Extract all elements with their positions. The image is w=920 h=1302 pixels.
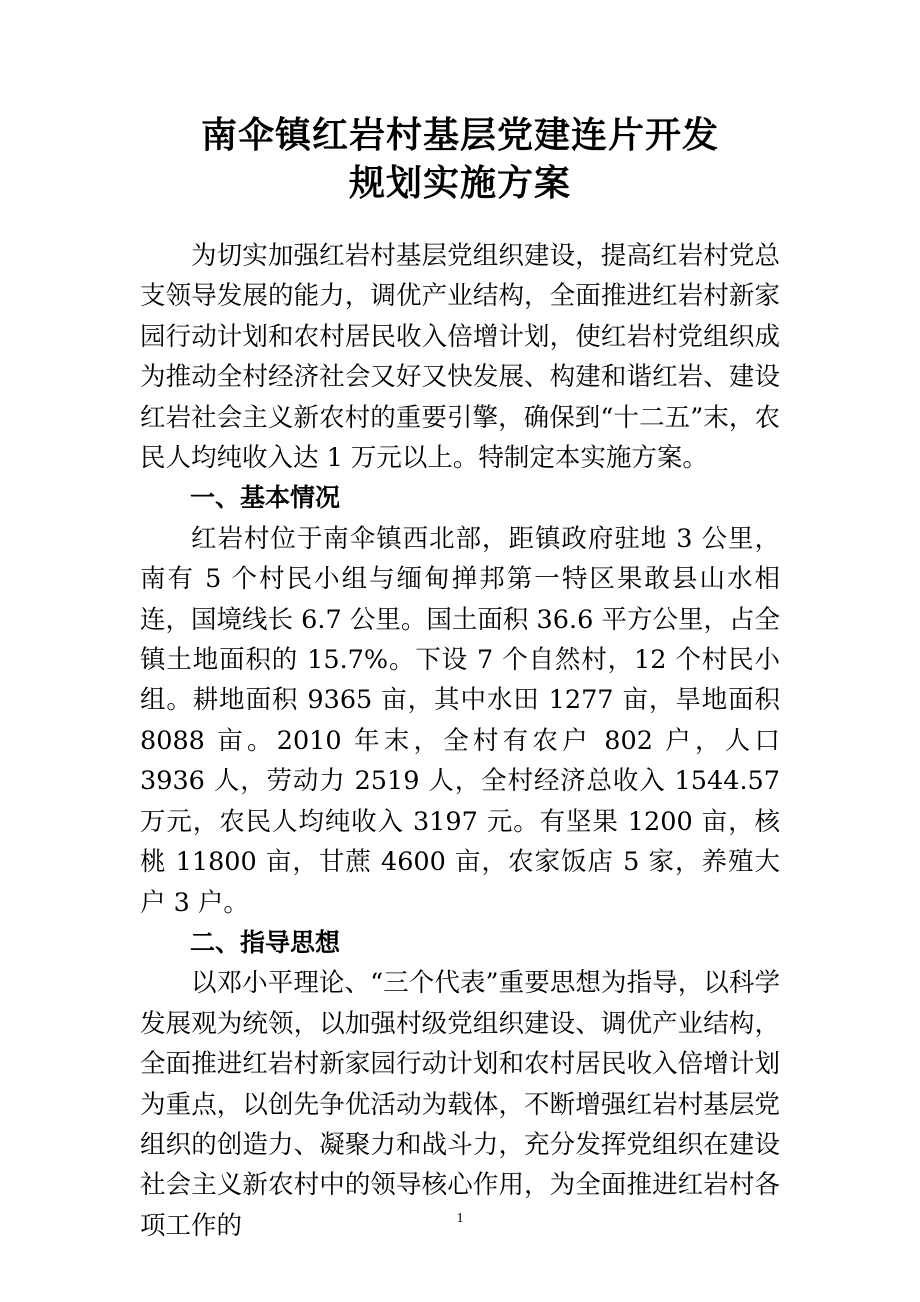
- title-line-2: 规划实施方案: [348, 163, 571, 204]
- section-heading-guiding-thought: 二、指导思想: [190, 927, 341, 957]
- document-title: [0, 112, 920, 208]
- title-line-1: 南伞镇红岩村基层党建连片开发: [200, 115, 719, 156]
- basic-situation-paragraph: 红岩村位于南伞镇西北部，距镇政府驻地 3 公里，南有 5 个村民小组与缅甸掸邦第一特区果敢县山水相连，国境线长 6.7 公里。国土面积 36.6 平方公里，占全镇土地面积的 15.7%。下设 7 个自然村，12 个村民小组。耕地面积 9365 亩，其中水田 1277 亩，旱地面积 8088 亩。2010 年末，全村有农户 802 户，人口 3936 人，劳动力 2519 人，全村经济总收入 1544.57 万元，农民人均纯收入 3197 元。有坚果 1200 亩，核桃 11800 亩，甘蔗 4600 亩，农家饭店 5 家，养殖大户 3 户。: [140, 523, 780, 918]
- section-heading-basic-situation: 一、基本情况: [190, 483, 341, 513]
- page-number: 1: [456, 1211, 464, 1226]
- guiding-thought-paragraph: 以邓小平理论、“三个代表”重要思想为指导，以科学发展观为统领，以加强村级党组织建设、调优产业结构，全面推进红岩村新家园行动计划和农村居民收入倍增计划为重点，以创先争优活动为载体，不断增强红岩村基层党组织的创造力、凝聚力和战斗力，充分发挥党组织在建设社会主义新农村中的领导核心作用，为全面推进红岩村各项工作的: [140, 968, 780, 1241]
- intro-paragraph: 为切实加强红岩村基层党组织建设，提高红岩村党总支领导发展的能力，调优产业结构，全面推进红岩村新家园行动计划和农村居民收入倍增计划，使红岩村党组织成为推动全村经济社会又好又快发展、构建和谐红岩、建设红岩社会主义新农村的重要引擎，确保到“十二五”末，农民人均纯收入达 1 万元以上。特制定本实施方案。: [140, 241, 780, 474]
- document-body: [140, 236, 780, 1246]
